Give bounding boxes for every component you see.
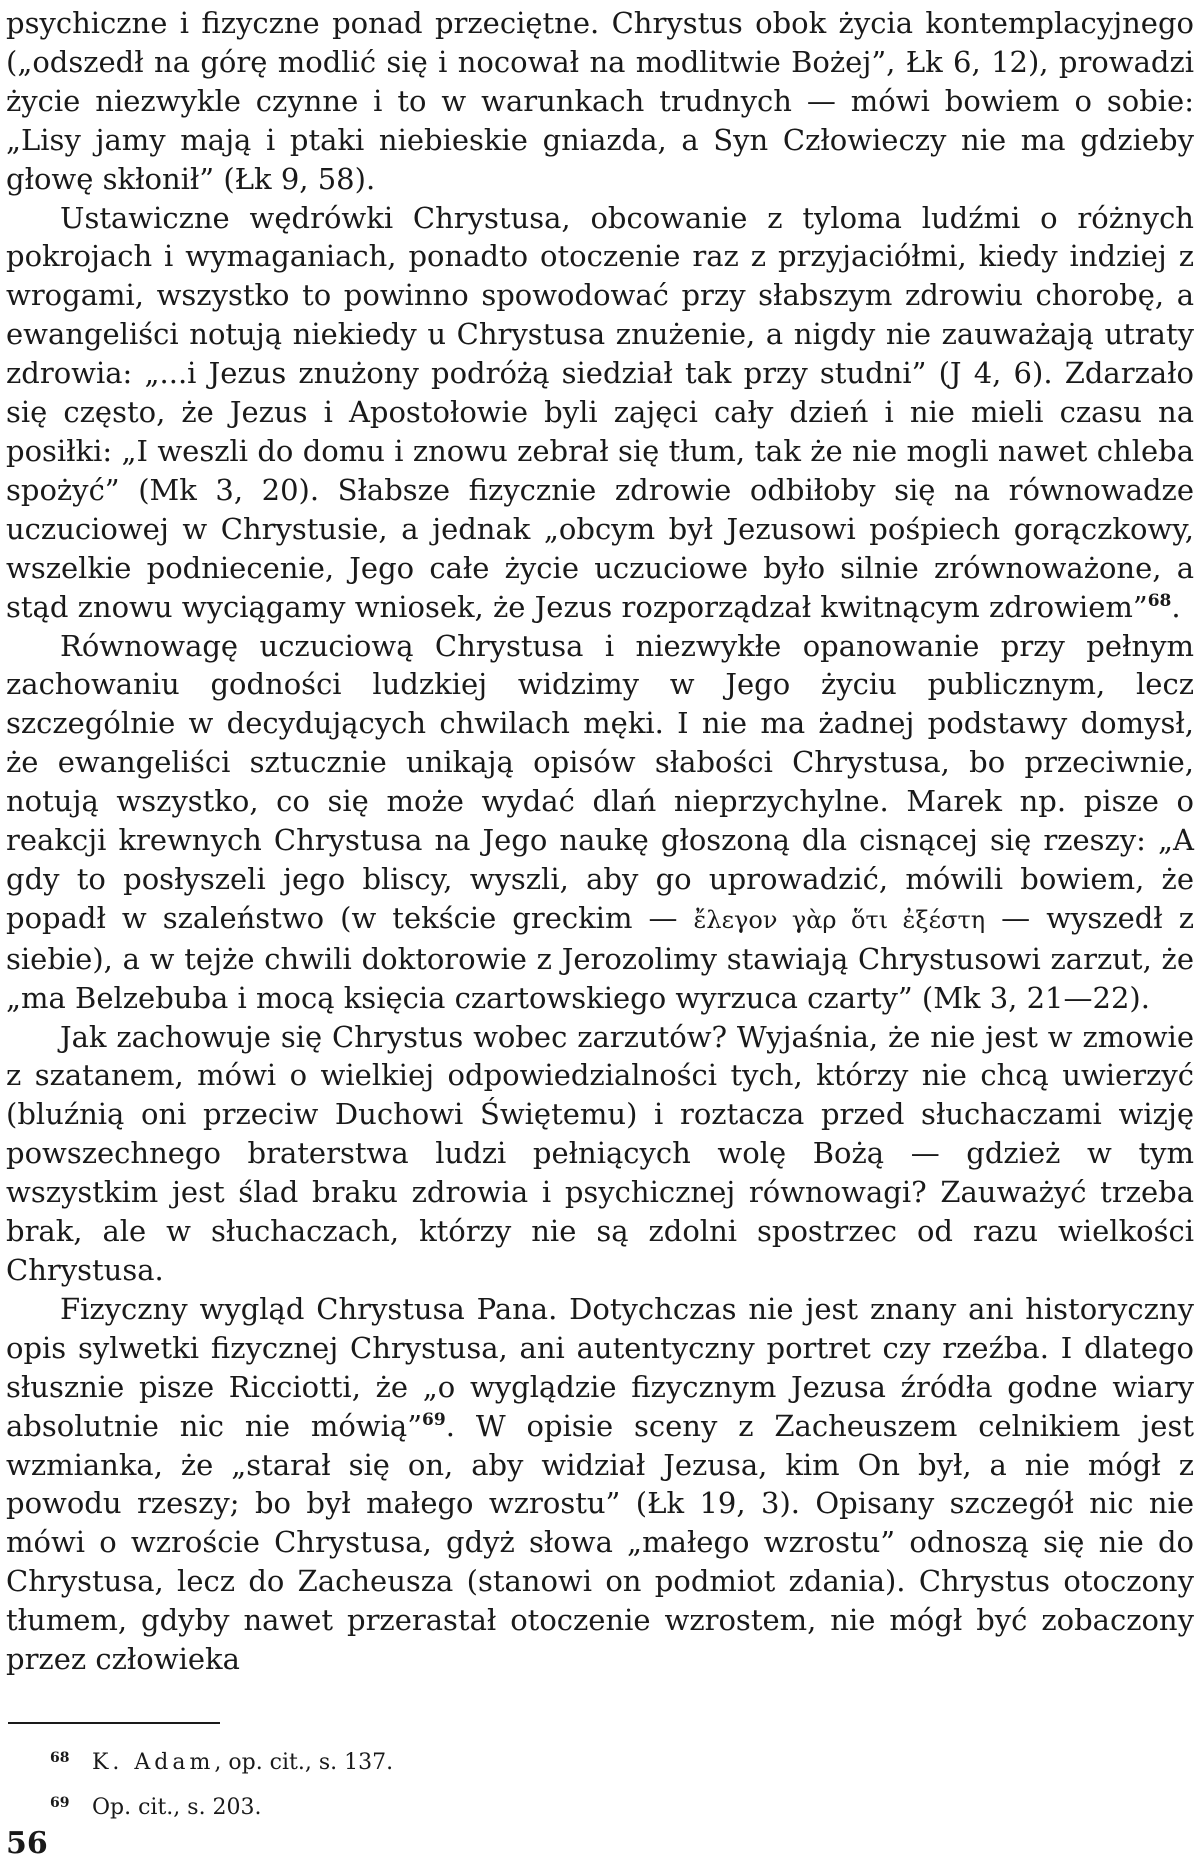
footnote-rule: [8, 1722, 220, 1724]
paragraph: [6, 4, 1194, 199]
footnote-number: 69: [50, 1795, 70, 1811]
footnote-text: , op. cit., s. 137.: [214, 1750, 394, 1775]
paragraph: [6, 199, 1194, 627]
text-run: .: [1171, 589, 1181, 624]
footnote-number: 68: [50, 1750, 70, 1766]
text-run: . W opisie sceny z Zacheuszem celnikiem jest wzmianka, że „starał się on, aby widział Jezusa, kim On był, a nie mógł z powodu rzeszy; bo był małego wzrostu” (Łk 19, 3). Opisany szczegół nic nie mówi o wzroście Chrystusa, gdyż słowa „małego wzrostu” odnoszą się nie do Chrystusa, lecz do Zacheusza (stanowi on podmiot zdania). Chrystus otoczony tłumem, gdyby nawet przerastał otoczenie wzrostem, nie mógł być zobaczony przez człowieka: [6, 1408, 1194, 1677]
text-run: psychiczne i fizyczne ponad przeciętne. Chrystus obok życia kontemplacyjnego („odszedł na górę modlić się i nocował na modlitwie Bożej”, Łk 6, 12), prowadzi życie niezwykle czynne i to w warunkach trudnych — mówi bowiem o sobie: „Lisy jamy mają i ptaki niebieskie gniazda, a Syn Człowieczy nie ma gdzieby głowę skłonił” (Łk 9, 58).: [6, 6, 1194, 196]
text-run: Fizyczny wygląd Chrystusa Pana. Dotychczas nie jest znany ani historyczny opis sylwetki fizycznej Chrystusa, ani autentyczny portret czy rzeźba. I dlatego słusznie pisze Ricciotti, że „o wyglądzie fizycznym Jezusa źródła godne wiary absolutnie nic nie mówią”: [6, 1291, 1194, 1443]
text-run: Ustawiczne wędrówki Chrystusa, obcowanie z tyloma ludźmi o różnych pokrojach i wymaganiach, ponadto otoczenie raz z przyjaciółmi, kiedy indziej z wrogami, wszystko to powinno spowodować przy słabszym zdrowiu chorobę, a ewangeliści notują niekiedy u Chrystusa znużenie, a nigdy nie zauważają utraty zdrowia: „...i Jezus znużony podróżą siedział tak przy studni” (J 4, 6). Zdarzało się często, że Jezus i Apostołowie byli zajęci cały dzień i nie mieli czasu na posiłki: „I weszli do domu i znowu zebrał się tłum, tak że nie mogli nawet chleba spożyć” (Mk 3, 20). Słabsze fizycznie zdrowie odbiłoby się na równowadze uczuciowej w Chrystusie, a jednak „obcym był Jezusowi pośpiech gorączkowy, wszelkie podniecenie, Jego całe życie uczuciowe było silnie zrównoważone, a stąd znowu wyciągamy wniosek, że Jezus rozporządzał kwitnącym zdrowiem”: [6, 200, 1194, 624]
page-number: 56: [6, 1826, 48, 1861]
footnote-reference: 68: [1147, 590, 1172, 611]
footnote-text: Op. cit., s. 203.: [92, 1795, 262, 1820]
text-run: Jak zachowuje się Chrystus wobec zarzutów? Wyjaśnia, że nie jest w zmowie z szatanem, mówi o wielkiej odpowiedzialności tych, którzy nie chcą uwierzyć (bluźnią oni przeciw Duchowi Świętemu) i roztacza przed słuchaczami wizję powszechnego braterstwa ludzi pełniących wolę Bożą — gdzież w tym wszystkim jest ślad braku zdrowia i psychicznej równowagi? Zauważyć trzeba brak, ale w słuchaczach, którzy nie są zdolni spostrzec od razu wielkości Chrystusa.: [6, 1019, 1194, 1287]
text-run: — wyszedł z siebie), a w tejże chwili doktorowie z Jerozolimy stawiają Chrystusowi zarzut, że „ma Belzebuba i mocą księcia czartowskiego wyrzuca czarty” (Mk 3, 21—22).: [6, 900, 1195, 1015]
text-run: Równowagę uczuciową Chrystusa i niezwykłe opanowanie przy pełnym zachowaniu godności ludzkiej widzimy w Jego życiu publicznym, lecz szczególnie w decydujących chwilach męki. I nie ma żadnej podstawy domysł, że ewangeliści sztucznie unikają opisów słabości Chrystusa, bo przeciwnie, notują wszystko, co się może wydać dlań nieprzychylne. Marek np. pisze o reakcji krewnych Chrystusa na Jego naukę głoszoną dla cisnącej się rzeszy: „A gdy to posłyszeli jego bliscy, wyszli, aby go uprowadzić, mówili bowiem, że popadł w szaleństwo (w tekście greckim —: [6, 628, 1194, 935]
footnote-author: K. Adam: [92, 1750, 215, 1775]
footnotes: [50, 1738, 750, 1828]
body-text: [6, 4, 1194, 1679]
greek-quote: ἔλεγον γὰρ ὅτι ἐξέστη: [693, 905, 986, 934]
footnote: [50, 1738, 750, 1783]
footnote: [50, 1783, 750, 1828]
footnote-reference: 69: [422, 1409, 446, 1430]
paragraph: [6, 1018, 1194, 1290]
paragraph: [6, 1290, 1194, 1679]
paragraph: [6, 627, 1194, 1018]
